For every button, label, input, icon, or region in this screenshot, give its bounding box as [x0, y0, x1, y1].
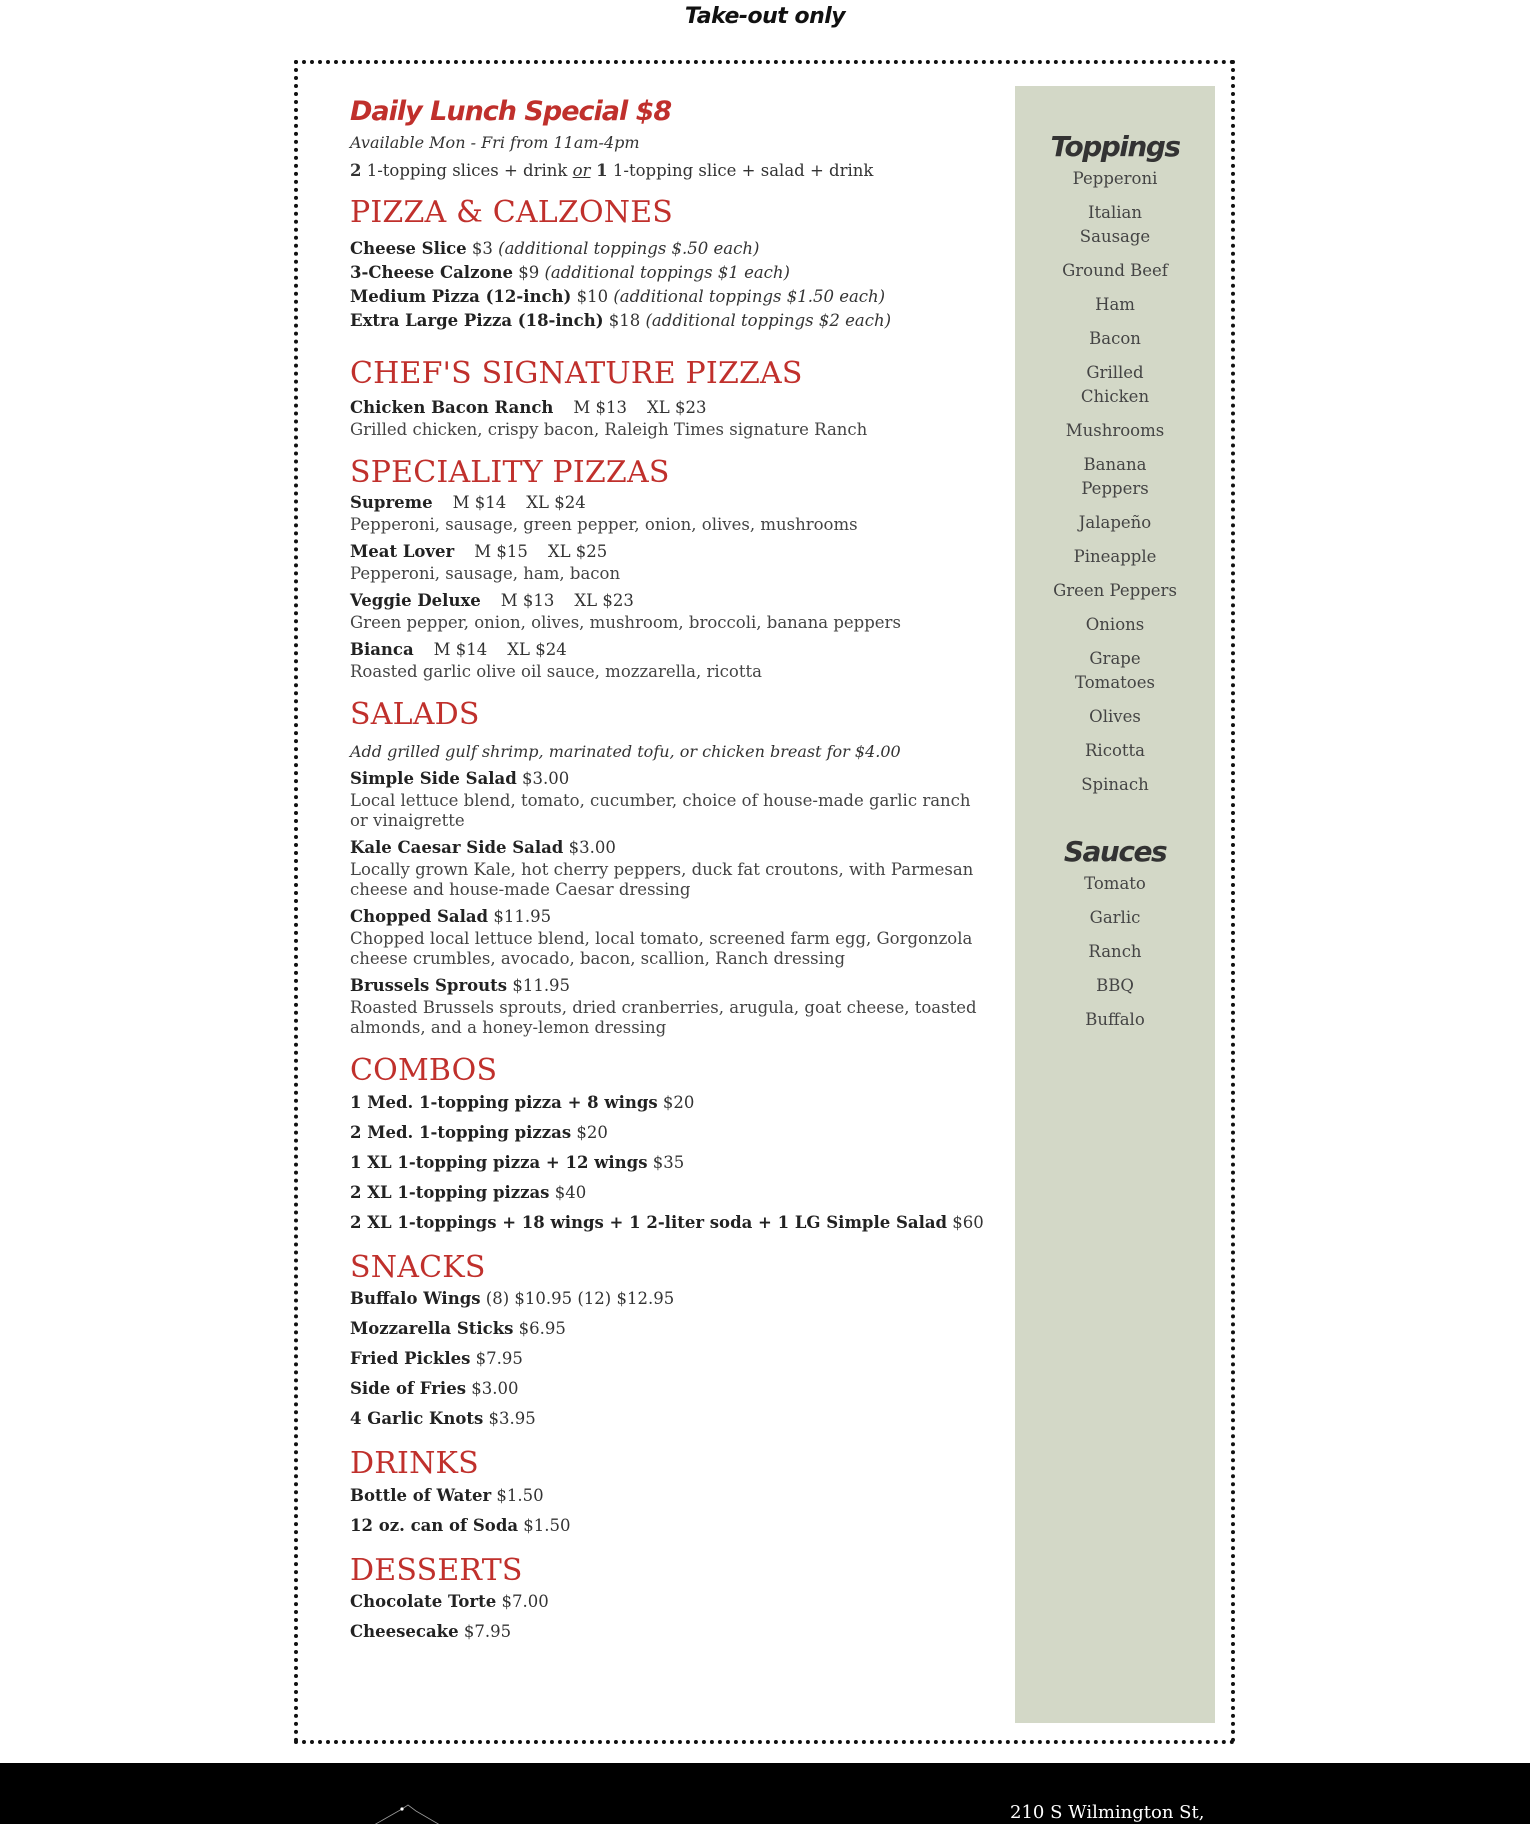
- list-item: [350, 1317, 990, 1341]
- item-price: $3.00: [465, 1379, 519, 1398]
- topping-item: Green Peppers: [1053, 581, 1177, 600]
- item-price: $35: [647, 1152, 685, 1172]
- item-name: Buffalo Wings: [350, 1289, 481, 1308]
- toppings-list: [1015, 167, 1215, 797]
- item-price-medium: M $14: [452, 492, 507, 512]
- item-header: [350, 589, 990, 613]
- item-price: $60: [947, 1212, 984, 1232]
- list-item: [350, 1181, 990, 1205]
- speciality-list: [350, 491, 990, 682]
- offer-text: 1-topping slices + drink: [361, 161, 573, 180]
- item-name: Bianca: [350, 639, 414, 659]
- item-name: Chocolate Torte: [350, 1592, 497, 1611]
- item-price: $3: [466, 238, 499, 258]
- topping-item: Bacon: [1089, 329, 1141, 348]
- item-name: Cheesecake: [350, 1622, 459, 1641]
- item-name: Medium Pizza (12-inch): [350, 286, 572, 306]
- item-name: 1 Med. 1-topping pizza + 8 wings: [350, 1092, 658, 1112]
- item-description: Roasted garlic olive oil sauce, mozzarella, ricotta: [350, 661, 762, 681]
- section-title-combos: COMBOS: [350, 1053, 498, 1088]
- item-header: [350, 905, 990, 929]
- menu-frame: [294, 60, 1235, 1744]
- offer-or: or: [572, 161, 591, 180]
- list-item: [350, 1590, 990, 1614]
- offer-qty: 1: [590, 161, 608, 180]
- item-description: Locally grown Kale, hot cherry peppers, duck fat croutons, with Parmesan cheese and house-made Caesar dressing: [350, 860, 974, 899]
- item-price: $11.95: [488, 907, 552, 926]
- list-item: [350, 1091, 990, 1115]
- item-price-xl: XL $25: [547, 541, 608, 561]
- list-item: [350, 285, 990, 309]
- list-item: [350, 836, 990, 900]
- item-description: Local lettuce blend, tomato, cucumber, choice of house-made garlic ranch or vinaigrette: [350, 791, 971, 830]
- offer-text: 1-topping slice + salad + drink: [607, 161, 874, 180]
- item-price: $3.00: [563, 838, 616, 857]
- list-item: [350, 491, 990, 535]
- topping-item: Pepperoni: [1072, 169, 1158, 188]
- item-name: Chicken Bacon Ranch: [350, 398, 554, 417]
- logo-icon: [372, 1803, 442, 1824]
- desserts-list: [350, 1590, 990, 1644]
- item-price: $3.95: [483, 1409, 536, 1428]
- item-price-medium: M $13: [573, 398, 628, 417]
- item-price: $1.50: [518, 1515, 571, 1535]
- list-item: [350, 261, 990, 285]
- item-description: Roasted Brussels sprouts, dried cranberries, arugula, goat cheese, toasted almonds, and a honey-lemon dressing: [350, 998, 977, 1037]
- item-header: [350, 491, 990, 515]
- item-description: Grilled chicken, crispy bacon, Raleigh Times signature Ranch: [350, 420, 868, 439]
- item-description: Pepperoni, sausage, ham, bacon: [350, 563, 621, 583]
- sauces-list: [1015, 872, 1215, 1032]
- sauce-item: Buffalo: [1085, 1010, 1145, 1029]
- combos-list: [350, 1091, 990, 1235]
- item-note: (additional toppings $.50 each): [498, 238, 760, 258]
- list-item: [350, 905, 990, 969]
- item-price: $20: [571, 1122, 608, 1142]
- salads-note: Add grilled gulf shrimp, marinated tofu, or chicken breast for $4.00: [350, 742, 901, 761]
- topping-item: Ham: [1095, 295, 1135, 314]
- item-name: Bottle of Water: [350, 1485, 492, 1505]
- site-footer: [0, 1763, 1530, 1824]
- item-price: $10: [571, 286, 614, 306]
- sauce-item: Ranch: [1088, 942, 1142, 961]
- item-price: $3.00: [516, 769, 570, 788]
- item-price: $40: [549, 1182, 587, 1202]
- item-price-medium: M $14: [433, 639, 488, 659]
- list-item: [350, 1211, 990, 1235]
- toppings-sidebar: [1015, 86, 1215, 1723]
- drinks-list: [350, 1484, 990, 1538]
- section-title-snacks: SNACKS: [350, 1249, 486, 1285]
- item-name: Simple Side Salad: [350, 769, 517, 788]
- topping-item: Ground Beef: [1062, 261, 1168, 280]
- item-name: Side of Fries: [350, 1379, 466, 1398]
- item-price: $9: [512, 262, 545, 282]
- topping-item: Spinach: [1081, 775, 1149, 794]
- item-header: [350, 638, 990, 662]
- list-item: [350, 396, 990, 440]
- item-name: 1 XL 1-topping pizza + 12 wings: [350, 1152, 648, 1172]
- topping-item: Grape Tomatoes: [1075, 649, 1155, 692]
- item-price-xl: XL $24: [507, 639, 567, 659]
- item-name: Chopped Salad: [350, 907, 489, 926]
- topping-item: Banana Peppers: [1081, 455, 1149, 498]
- topping-item: Pineapple: [1073, 547, 1157, 566]
- salads-list: [350, 767, 990, 1038]
- item-name: Meat Lover: [350, 541, 455, 561]
- item-name: Supreme: [350, 492, 433, 512]
- pizza-calzones-list: [350, 237, 990, 333]
- item-name: Fried Pickles: [350, 1349, 471, 1368]
- item-header: [350, 974, 990, 998]
- item-name: 12 oz. can of Soda: [350, 1515, 519, 1535]
- topping-item: Mushrooms: [1065, 421, 1165, 440]
- item-header: [350, 767, 990, 791]
- item-price-medium: M $15: [474, 541, 528, 561]
- section-title-pizza-calzones: PIZZA & CALZONES: [350, 195, 674, 230]
- lunch-offer: [350, 161, 990, 180]
- list-item: [350, 1347, 990, 1371]
- item-name: Cheese Slice: [350, 238, 467, 258]
- item-name: Brussels Sprouts: [350, 976, 508, 995]
- item-name: Kale Caesar Side Salad: [350, 838, 564, 857]
- item-name: Veggie Deluxe: [350, 590, 481, 610]
- list-item: [350, 767, 990, 831]
- section-title-desserts: DESSERTS: [350, 1552, 523, 1588]
- footer-address: 210 S Wilmington St,: [1010, 1802, 1205, 1823]
- sauce-item: Garlic: [1089, 908, 1141, 927]
- item-price: $20: [657, 1092, 695, 1112]
- lunch-availability: Available Mon - Fri from 11am-4pm: [350, 133, 640, 152]
- list-item: [350, 1151, 990, 1175]
- toppings-title: Toppings: [1050, 130, 1180, 163]
- item-price: $7.00: [496, 1592, 549, 1611]
- list-item: [350, 1121, 990, 1145]
- item-header: [350, 836, 990, 860]
- item-name: Extra Large Pizza (18-inch): [350, 310, 604, 330]
- list-item: [350, 540, 990, 584]
- section-title-signature: CHEF'S SIGNATURE PIZZAS: [350, 355, 803, 391]
- sauce-item: BBQ: [1096, 976, 1134, 995]
- item-name: 2 Med. 1-topping pizzas: [350, 1122, 572, 1142]
- topping-item: Grilled Chicken: [1080, 363, 1150, 406]
- item-price: $7.95: [470, 1349, 523, 1368]
- list-item: [350, 1287, 990, 1311]
- item-name: Mozzarella Sticks: [350, 1319, 514, 1338]
- item-name: 2 XL 1-topping pizzas: [350, 1182, 550, 1202]
- section-title-speciality: SPECIALITY PIZZAS: [350, 455, 670, 490]
- sauce-item: Tomato: [1084, 874, 1146, 893]
- item-price: $18: [603, 310, 646, 330]
- snacks-list: [350, 1287, 990, 1431]
- sauces-title: Sauces: [1063, 835, 1167, 868]
- item-price-xl: XL $23: [647, 398, 707, 417]
- item-description: Pepperoni, sausage, green pepper, onion, olives, mushrooms: [350, 514, 858, 534]
- list-item: [350, 309, 990, 333]
- section-title-salads: SALADS: [350, 696, 480, 732]
- item-header: [350, 540, 990, 564]
- list-item: [350, 1620, 990, 1644]
- offer-qty: 2: [350, 161, 362, 180]
- item-price: $11.95: [507, 976, 571, 995]
- item-description: Chopped local lettuce blend, local tomato, screened farm egg, Gorgonzola cheese crumbles, avocado, bacon, scallion, Ranch dressing: [350, 929, 973, 968]
- item-note: (additional toppings $1.50 each): [613, 286, 886, 306]
- topping-item: Olives: [1089, 707, 1141, 726]
- item-note: (additional toppings $1 each): [544, 262, 790, 282]
- item-name: 4 Garlic Knots: [350, 1409, 484, 1428]
- list-item: [350, 237, 990, 261]
- section-title-drinks: DRINKS: [350, 1446, 479, 1481]
- list-item: [350, 1407, 990, 1431]
- item-price-medium: M $13: [500, 590, 555, 610]
- lunch-special-title: Daily Lunch Special $8: [350, 96, 672, 127]
- list-item: [350, 1484, 990, 1508]
- item-name: 2 XL 1-toppings + 18 wings + 1 2-liter soda + 1 LG Simple Salad: [350, 1212, 948, 1232]
- item-price-xl: XL $24: [526, 492, 586, 512]
- item-note: (additional toppings $2 each): [645, 310, 892, 330]
- list-item: [350, 589, 990, 633]
- list-item: [350, 974, 990, 1038]
- item-price: (8) $10.95 (12) $12.95: [480, 1289, 675, 1308]
- topping-item: Italian Sausage: [1079, 203, 1151, 246]
- item-header: [350, 396, 990, 420]
- item-description: Green pepper, onion, olives, mushroom, broccoli, banana peppers: [350, 612, 901, 632]
- item-price: $6.95: [513, 1319, 566, 1338]
- topping-item: Jalapeño: [1078, 513, 1152, 532]
- item-price-xl: XL $23: [574, 590, 634, 610]
- list-item: [350, 1377, 990, 1401]
- list-item: [350, 1514, 990, 1538]
- topping-item: Onions: [1085, 615, 1145, 634]
- item-price: $1.50: [491, 1485, 544, 1505]
- takeout-label: Take-out only: [684, 4, 846, 29]
- item-name: 3-Cheese Calzone: [350, 262, 513, 282]
- menu-main-column: [350, 92, 990, 1644]
- topping-item: Ricotta: [1085, 741, 1145, 760]
- list-item: [350, 638, 990, 682]
- item-price: $7.95: [458, 1622, 512, 1641]
